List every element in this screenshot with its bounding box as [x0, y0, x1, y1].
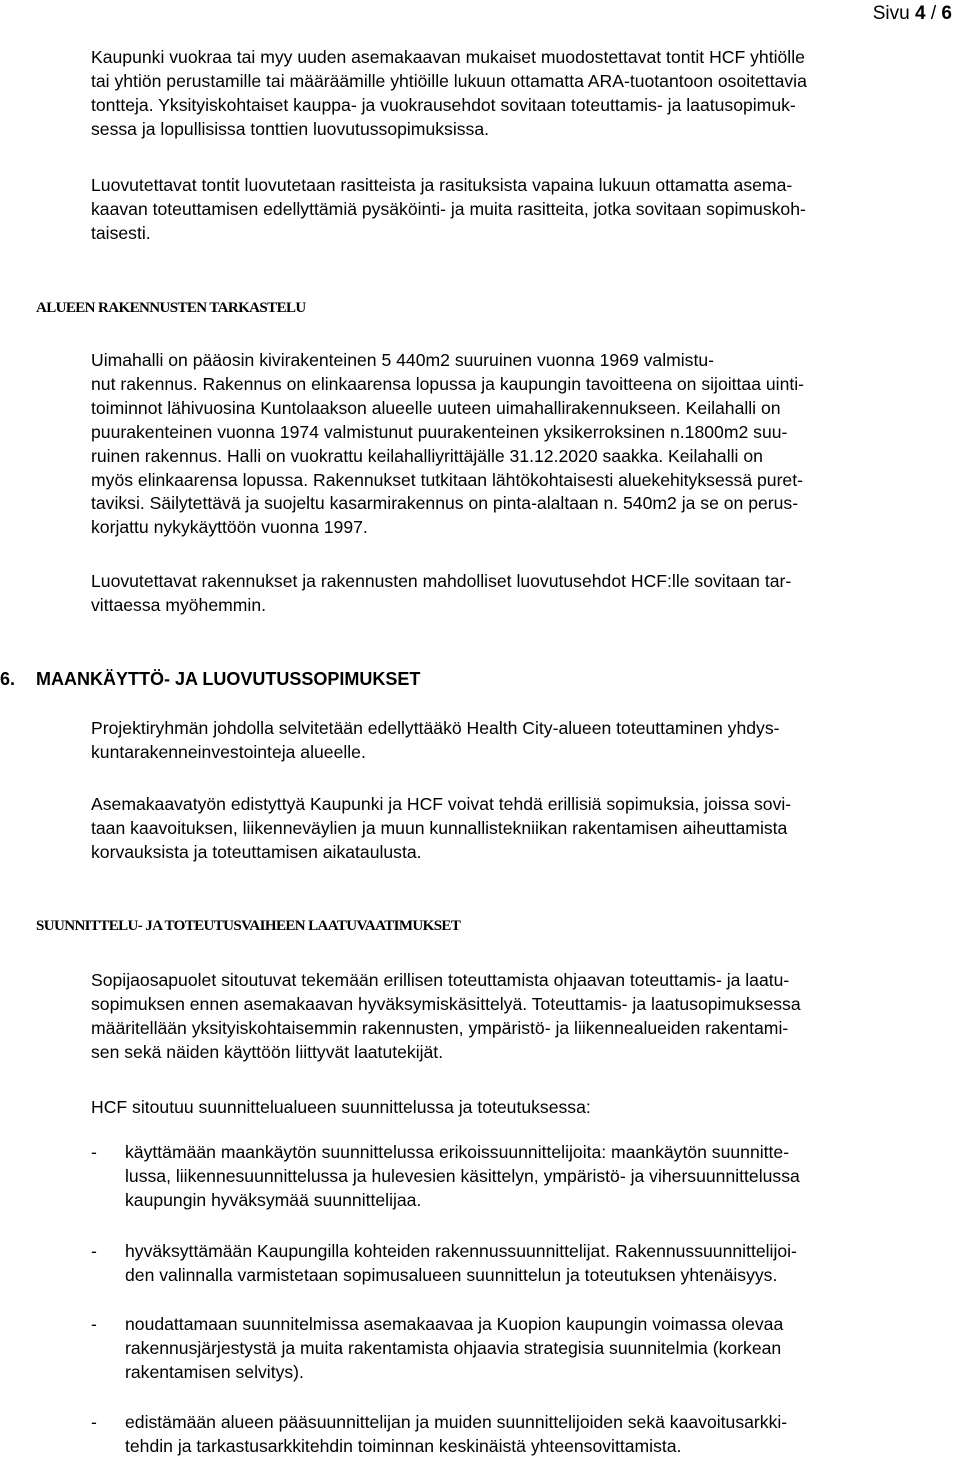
- page-number-current: 4: [915, 3, 926, 24]
- section-title: MAANKÄYTTÖ- JA LUOVUTUSSOPIMUKSET: [36, 669, 421, 689]
- list-item: [91, 1313, 937, 1385]
- paragraph-plot-encumbrances: Luovutettavat tontit luovutetaan rasitteista ja rasituksista vapaina lukuun ottamatta asema- kaavan toteuttamisen edellyttämiä pysäköinti- ja muita rasitteita, jotka sovitaan sopimuskoh- taisesti.: [91, 175, 806, 243]
- list-item-text: edistämään alueen pääsuunnittelijan ja muiden suunnittelijoiden sekä kaavoitusarkki- tehdin ja tarkastusarkkitehdin toiminnan keskinäistä yhteensovittamista.: [125, 1412, 788, 1456]
- paragraph-quality-agreement: Sopijaosapuolet sitoutuvat tekemään erillisen toteuttamista ohjaavan toteuttamis- ja laatu- sopimuksen ennen asemakaavan hyväksymiskäsittelyä. Toteuttamis- ja laatusopimuksessa määritellään yksityiskohtaisemmin rakennusten, ympäristö- ja liikennealueiden rakentami- sen sekä näiden käyttöön liittyvät laatutekijät.: [91, 970, 801, 1062]
- list-item: [91, 1141, 937, 1213]
- list-item-text: hyväksyttämään Kaupungilla kohteiden rakennussuunnittelijat. Rakennussuunnittelijoi- den valinnalla varmistetaan sopimusalueen suunnittelun ja toteutuksen yhtenäisyys.: [125, 1241, 797, 1285]
- paragraph-agreements: Asemakaavatyön edistyttyä Kaupunki ja HCF voivat tehdä erillisiä sopimuksia, joissa sovi- taan kaavoituksen, liikenneväylien ja muun kunnallistekniikan rakentamisen aiheuttamista korvauksista ja toteuttamisen aikataulusta.: [91, 794, 792, 862]
- page-number-prefix: Sivu: [872, 3, 915, 24]
- list-item-text: noudattamaan suunnitelmissa asemakaavaa ja Kuopion kaupungin voimassa olevaa rakennusjärjestystä ja muita rakentamista ohjaavia strategisia suunnitelmia (korkean rakentamisen selvitys).: [125, 1314, 784, 1382]
- paragraph-buildings: Uimahalli on pääosin kivirakenteinen 5 440m2 suuruinen vuonna 1969 valmistu- nut rakennus. Rakennus on elinkaarensa lopussa ja kaupungin tavoitteena on sijoittaa uinti- toiminnot lähivuosina Kuntolaakson alueelle uuteen uimahallirakennukseen. Keilahalli on puurakenteinen vuonna 1974 valmistunut puurakenteinen yksikerroksinen n.1800m2 suu- ruinen rakennus. Halli on vuokrattu keilahalliyrittäjälle 31.12.2020 saakka. Keilahalli on myös elinkaarensa lopussa. Rakennukset tutkitaan lähtökohtaisesti aluekehityksessä puret- taviksi. Säilytettävä ja suojeltu kasarmirakennus on pinta-alaltaan n. 540m2 ja se on perus- korjattu nykykäyttöön vuonna 1997.: [91, 350, 805, 538]
- section-number: 6.: [0, 669, 16, 689]
- paragraph-infrastructure: Projektiryhmän johdolla selvitetään edellyttääkö Health City-alueen toteuttaminen yhdys- kuntarakenneinvestointeja alueelle.: [91, 718, 780, 762]
- bullet-dash: -: [91, 1314, 97, 1334]
- paragraph-hcf-commitment: HCF sitoutuu suunnittelualueen suunnittelussa ja toteutuksessa:: [91, 1097, 591, 1117]
- paragraph-plot-lease: Kaupunki vuokraa tai myy uuden asemakaavan mukaiset muodostettavat tontit HCF yhtiölle tai yhtiön perustamille tai määräämille yhtiöille lukuun ottamatta ARA-tuotantoon osoitettavia tontteja. Yksityiskohtaiset kauppa- ja vuokrausehdot sovitaan toteuttamis- ja laatusopimuk- sessa ja lopullisissa tonttien luovutussopimuksissa.: [91, 47, 807, 139]
- page-number-total: 6: [941, 3, 952, 24]
- heading-quality-requirements: SUUNNITTELU- JA TOTEUTUSVAIHEEN LAATUVAATIMUKSET: [36, 918, 461, 934]
- bullet-dash: -: [91, 1142, 97, 1162]
- list-item: [91, 1240, 937, 1288]
- bullet-dash: -: [91, 1412, 97, 1432]
- page-number: [873, 2, 952, 26]
- bullet-dash: -: [91, 1241, 97, 1261]
- page-number-separator: /: [925, 3, 942, 24]
- list-item-text: käyttämään maankäytön suunnittelussa erikoissuunnittelijoita: maankäytön suunnitte- lussa, liikennesuunnittelussa ja hulevesien käsittelyn, ympäristö- ja vihersuunnittelussa kaupungin hyväksymää suunnittelijaa.: [125, 1142, 800, 1210]
- heading-buildings-review: ALUEEN RAKENNUSTEN TARKASTELU: [36, 300, 306, 316]
- paragraph-buildings-transfer: Luovutettavat rakennukset ja rakennusten mahdolliset luovutusehdot HCF:lle sovitaan tar- vittaessa myöhemmin.: [91, 571, 792, 615]
- list-item: [91, 1411, 937, 1459]
